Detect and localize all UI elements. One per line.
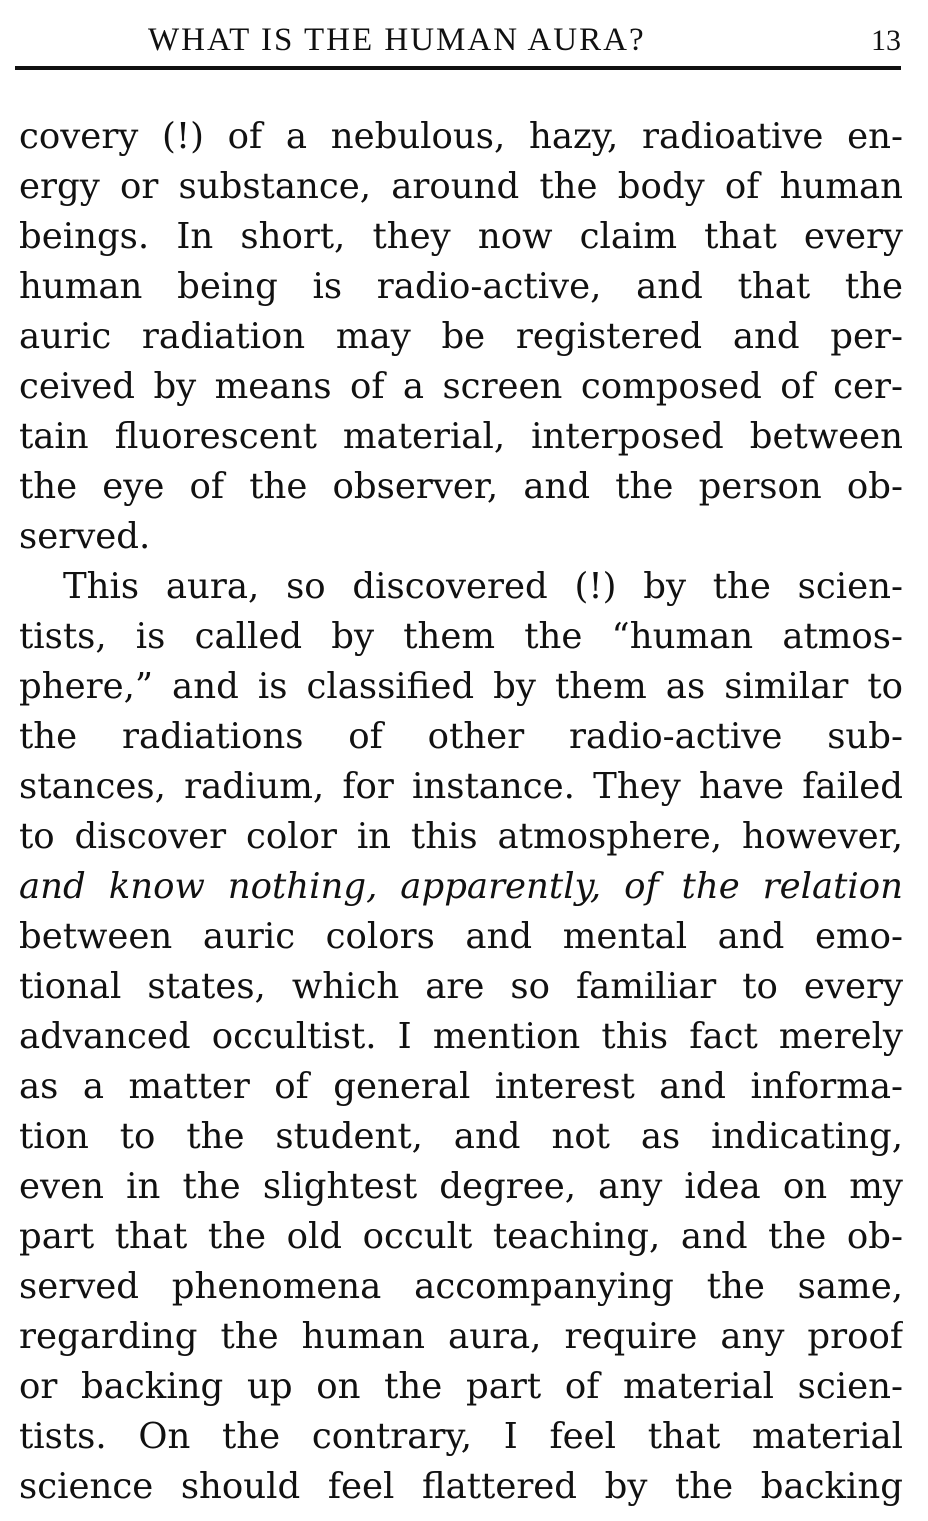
text-line: advanced occultist. I mention this fact merely <box>19 1016 903 1057</box>
text-line: the radiations of other radio-active sub- <box>19 716 903 757</box>
text-line-italic: and know nothing, apparently, of the relation <box>19 866 903 907</box>
text-line: even in the slightest degree, any idea on my <box>19 1166 903 1207</box>
text-line: tists, is called by them the “human atmos- <box>19 616 903 657</box>
text-line: stances, radium, for instance. They have failed <box>19 766 903 807</box>
text-line: beings. In short, they now claim that every <box>19 216 903 257</box>
text-line: covery (!) of a nebulous, hazy, radioative en- <box>19 116 903 157</box>
paragraph-start-line: This aura, so discovered (!) by the scien- <box>63 566 903 607</box>
text-line: tional states, which are so familiar to every <box>19 966 903 1007</box>
page-number: 13 <box>871 24 901 57</box>
text-line: tion to the student, and not as indicating, <box>19 1116 903 1157</box>
text-line: ceived by means of a screen composed of cer- <box>19 366 903 407</box>
text-line: as a matter of general interest and informa- <box>19 1066 903 1107</box>
text-line: tain fluorescent material, interposed between <box>19 416 903 457</box>
text-line: human being is radio-active, and that the <box>19 266 903 307</box>
text-line: science should feel flattered by the backing <box>19 1466 903 1507</box>
text-line: or backing up on the part of material scien- <box>19 1366 903 1407</box>
text-line: phere,” and is classified by them as similar to <box>19 666 903 707</box>
running-title: WHAT IS THE HUMAN AURA? <box>148 22 646 58</box>
text-line: served. <box>19 516 151 557</box>
text-line: to discover color in this atmosphere, however, <box>19 816 903 857</box>
text-line: ergy or substance, around the body of human <box>19 166 903 207</box>
text-line: part that the old occult teaching, and the ob- <box>19 1216 903 1257</box>
body-text <box>19 112 903 1512</box>
header-rule <box>15 66 901 70</box>
text-line: tists. On the contrary, I feel that material <box>19 1416 903 1457</box>
text-line: the eye of the observer, and the person ob- <box>19 466 903 507</box>
text-line: auric radiation may be registered and per- <box>19 316 903 357</box>
text-line: between auric colors and mental and emo- <box>19 916 903 957</box>
running-header <box>15 14 901 64</box>
text-line: served phenomena accompanying the same, <box>19 1266 903 1307</box>
text-line: regarding the human aura, require any proof <box>19 1316 903 1357</box>
